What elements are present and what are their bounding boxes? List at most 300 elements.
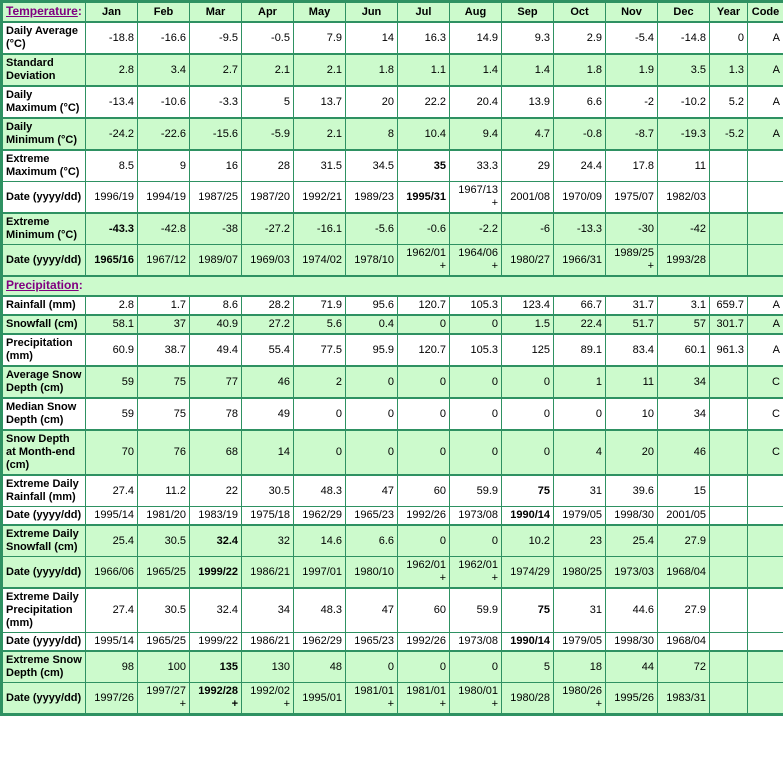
data-cell-may: 5.6 [294, 315, 346, 334]
column-header-sep: Sep [502, 2, 554, 23]
data-cell-jul: 1992/26 [398, 507, 450, 526]
data-cell-aug: 59.9 [450, 475, 502, 507]
data-cell-may: 1962/29 [294, 633, 346, 652]
data-cell-nov: 17.8 [606, 150, 658, 182]
data-cell-jan: 2.8 [86, 54, 138, 86]
precipitation-section-row [2, 276, 783, 296]
data-cell-aug: 105.3 [450, 334, 502, 366]
data-cell-mar: 22 [190, 475, 242, 507]
data-cell-year [710, 430, 748, 475]
data-cell-jan: 1997/26 [86, 683, 138, 715]
data-cell-may: 1992/21 [294, 182, 346, 214]
data-cell-year [710, 366, 748, 398]
data-cell-nov: 1995/26 [606, 683, 658, 715]
data-cell-apr: 55.4 [242, 334, 294, 366]
row-label: Date (yyyy/dd) [2, 507, 86, 526]
row-label: Extreme Daily Precipitation (mm) [2, 588, 86, 633]
data-cell-oct: -13.3 [554, 213, 606, 245]
data-cell-mar: 32.4 [190, 525, 242, 557]
table-row-date-yyyy-dd-13 [2, 683, 783, 715]
data-cell-jul: 0 [398, 398, 450, 430]
data-cell-dec: 27.9 [658, 525, 710, 557]
data-cell-may: 48.3 [294, 588, 346, 633]
data-cell-dec: 27.9 [658, 588, 710, 633]
table-header [2, 2, 783, 23]
data-cell-may: 2.1 [294, 118, 346, 150]
table-row-daily-maximum-c [2, 86, 783, 118]
row-label: Extreme Snow Depth (cm) [2, 651, 86, 683]
data-cell-sep: 1.5 [502, 315, 554, 334]
column-header-feb: Feb [138, 2, 190, 23]
data-cell-code: A [748, 296, 783, 315]
data-cell-feb: 1.7 [138, 296, 190, 315]
row-label: Date (yyyy/dd) [2, 245, 86, 277]
data-cell-may: 48.3 [294, 475, 346, 507]
data-cell-feb: 37 [138, 315, 190, 334]
data-cell-sep: 9.3 [502, 22, 554, 54]
data-cell-may: 1997/01 [294, 557, 346, 589]
data-cell-feb: 1997/27+ [138, 683, 190, 715]
data-cell-feb: -22.6 [138, 118, 190, 150]
data-cell-jan: 8.5 [86, 150, 138, 182]
data-cell-dec: 34 [658, 366, 710, 398]
data-cell-jul: 1992/26 [398, 633, 450, 652]
data-cell-dec: 34 [658, 398, 710, 430]
data-cell-jun: -5.6 [346, 213, 398, 245]
row-label: Extreme Maximum (°C) [2, 150, 86, 182]
data-cell-jun: 8 [346, 118, 398, 150]
data-cell-mar: 16 [190, 150, 242, 182]
data-cell-oct: 6.6 [554, 86, 606, 118]
data-cell-jul: 60 [398, 475, 450, 507]
data-cell-jan: 27.4 [86, 588, 138, 633]
data-cell-feb: -10.6 [138, 86, 190, 118]
data-cell-may: 7.9 [294, 22, 346, 54]
data-cell-jul: 0 [398, 430, 450, 475]
row-label: Daily Minimum (°C) [2, 118, 86, 150]
data-cell-apr: -5.9 [242, 118, 294, 150]
data-cell-feb: 1965/25 [138, 633, 190, 652]
data-cell-code [748, 651, 783, 683]
data-cell-nov: -5.4 [606, 22, 658, 54]
data-cell-code [748, 588, 783, 633]
data-cell-aug: 1967/13+ [450, 182, 502, 214]
data-cell-sep: 1980/28 [502, 683, 554, 715]
data-cell-apr: 1992/02+ [242, 683, 294, 715]
data-cell-year [710, 150, 748, 182]
data-cell-year [710, 633, 748, 652]
column-header-aug: Aug [450, 2, 502, 23]
data-cell-oct: 1980/25 [554, 557, 606, 589]
data-cell-mar: 2.7 [190, 54, 242, 86]
table-row-rainfall-mm [2, 296, 783, 315]
column-header-code: Code [748, 2, 783, 23]
data-cell-nov: 1975/07 [606, 182, 658, 214]
data-cell-mar: -38 [190, 213, 242, 245]
data-cell-code: A [748, 118, 783, 150]
data-cell-dec: 11 [658, 150, 710, 182]
data-cell-jul: 0 [398, 315, 450, 334]
table-row-precipitation-mm [2, 334, 783, 366]
data-cell-jan: -13.4 [86, 86, 138, 118]
data-cell-aug: 0 [450, 651, 502, 683]
data-cell-year: 961.3 [710, 334, 748, 366]
data-cell-dec: 57 [658, 315, 710, 334]
data-cell-jan: 98 [86, 651, 138, 683]
data-cell-may: 1995/01 [294, 683, 346, 715]
data-cell-nov: 1973/03 [606, 557, 658, 589]
data-cell-oct: 89.1 [554, 334, 606, 366]
data-cell-sep: 0 [502, 430, 554, 475]
data-cell-jul: 120.7 [398, 296, 450, 315]
data-cell-oct: 18 [554, 651, 606, 683]
data-cell-dec: -10.2 [658, 86, 710, 118]
table-row-extreme-minimum-c [2, 213, 783, 245]
data-cell-jun: 1.8 [346, 54, 398, 86]
table-row-extreme-snow-depth-cm [2, 651, 783, 683]
data-cell-aug: 1.4 [450, 54, 502, 86]
data-cell-year [710, 588, 748, 633]
data-cell-jul: 0 [398, 651, 450, 683]
data-cell-mar: 1992/28+ [190, 683, 242, 715]
data-cell-feb: 75 [138, 366, 190, 398]
data-cell-year [710, 651, 748, 683]
data-cell-jun: 0 [346, 398, 398, 430]
data-cell-code: A [748, 86, 783, 118]
data-cell-sep: 1.4 [502, 54, 554, 86]
data-cell-oct: 0 [554, 398, 606, 430]
table-row-snowfall-cm [2, 315, 783, 334]
data-cell-aug: 59.9 [450, 588, 502, 633]
table-row-median-snow-depth-cm [2, 398, 783, 430]
data-cell-apr: 27.2 [242, 315, 294, 334]
data-cell-jul: 16.3 [398, 22, 450, 54]
data-cell-jun: 1978/10 [346, 245, 398, 277]
data-cell-may: 1974/02 [294, 245, 346, 277]
data-cell-apr: 28 [242, 150, 294, 182]
data-cell-jun: 47 [346, 475, 398, 507]
column-header-may: May [294, 2, 346, 23]
table-row-date-yyyy-dd-7 [2, 245, 783, 277]
data-cell-dec: 2001/05 [658, 507, 710, 526]
row-label: Date (yyyy/dd) [2, 557, 86, 589]
data-cell-sep: 2001/08 [502, 182, 554, 214]
data-cell-aug: 1962/01+ [450, 557, 502, 589]
table-row-average-snow-depth-cm [2, 366, 783, 398]
data-cell-code [748, 525, 783, 557]
data-cell-jun: 0 [346, 651, 398, 683]
data-cell-dec: 3.1 [658, 296, 710, 315]
row-label: Extreme Minimum (°C) [2, 213, 86, 245]
data-cell-may: 71.9 [294, 296, 346, 315]
row-label: Date (yyyy/dd) [2, 182, 86, 214]
column-header-jul: Jul [398, 2, 450, 23]
data-cell-may: 31.5 [294, 150, 346, 182]
data-cell-nov: 44.6 [606, 588, 658, 633]
data-cell-dec: 46 [658, 430, 710, 475]
row-label: Precipitation (mm) [2, 334, 86, 366]
data-cell-may: 1962/29 [294, 507, 346, 526]
data-cell-apr: 30.5 [242, 475, 294, 507]
data-cell-nov: 44 [606, 651, 658, 683]
data-cell-nov: 1989/25+ [606, 245, 658, 277]
data-cell-dec: 1993/28 [658, 245, 710, 277]
data-cell-jan: -18.8 [86, 22, 138, 54]
data-cell-aug: 0 [450, 398, 502, 430]
table-row-date-yyyy-dd-5 [2, 182, 783, 214]
data-cell-jul: 10.4 [398, 118, 450, 150]
row-label: Median Snow Depth (cm) [2, 398, 86, 430]
data-cell-feb: 75 [138, 398, 190, 430]
data-cell-may: 77.5 [294, 334, 346, 366]
data-cell-jun: 1981/01+ [346, 683, 398, 715]
data-cell-may: 48 [294, 651, 346, 683]
data-cell-year [710, 182, 748, 214]
data-cell-dec: -19.3 [658, 118, 710, 150]
data-cell-feb: 30.5 [138, 525, 190, 557]
data-cell-aug: 1964/06+ [450, 245, 502, 277]
data-cell-jun: 14 [346, 22, 398, 54]
data-cell-year [710, 213, 748, 245]
row-label: Daily Average (°C) [2, 22, 86, 54]
data-cell-sep: 1980/27 [502, 245, 554, 277]
data-cell-jul: 1995/31 [398, 182, 450, 214]
data-cell-feb: 38.7 [138, 334, 190, 366]
data-cell-apr: 34 [242, 588, 294, 633]
data-cell-jan: 1996/19 [86, 182, 138, 214]
table-row-standard-deviation [2, 54, 783, 86]
data-cell-code: A [748, 54, 783, 86]
data-cell-jan: 58.1 [86, 315, 138, 334]
table-body [2, 22, 783, 715]
data-cell-sep: 1990/14 [502, 507, 554, 526]
table-row-extreme-maximum-c [2, 150, 783, 182]
data-cell-oct: 1979/05 [554, 633, 606, 652]
data-cell-jan: -43.3 [86, 213, 138, 245]
data-cell-apr: 1975/18 [242, 507, 294, 526]
data-cell-jan: 1995/14 [86, 633, 138, 652]
data-cell-apr: 1986/21 [242, 557, 294, 589]
row-label: Rainfall (mm) [2, 296, 86, 315]
precipitation-section-link[interactable]: Precipitation [6, 278, 79, 292]
data-cell-jul: 1.1 [398, 54, 450, 86]
data-cell-jun: 1989/23 [346, 182, 398, 214]
data-cell-nov: 11 [606, 366, 658, 398]
data-cell-mar: 1989/07 [190, 245, 242, 277]
data-cell-apr: 1969/03 [242, 245, 294, 277]
data-cell-feb: 1967/12 [138, 245, 190, 277]
row-label: Average Snow Depth (cm) [2, 366, 86, 398]
data-cell-jan: 1965/16 [86, 245, 138, 277]
data-cell-nov: -8.7 [606, 118, 658, 150]
data-cell-aug: 1973/08 [450, 633, 502, 652]
data-cell-jan: -24.2 [86, 118, 138, 150]
data-cell-jan: 27.4 [86, 475, 138, 507]
data-cell-jul: 0 [398, 366, 450, 398]
row-label: Snow Depth at Month-end (cm) [2, 430, 86, 475]
data-cell-sep: 4.7 [502, 118, 554, 150]
header-row [2, 2, 783, 23]
data-cell-year: 0 [710, 22, 748, 54]
row-label: Standard Deviation [2, 54, 86, 86]
row-label: Date (yyyy/dd) [2, 633, 86, 652]
data-cell-feb: -42.8 [138, 213, 190, 245]
data-cell-jun: 0 [346, 430, 398, 475]
column-header-apr: Apr [242, 2, 294, 23]
data-cell-jul: 0 [398, 525, 450, 557]
data-cell-nov: -2 [606, 86, 658, 118]
section-colon: : [77, 4, 82, 18]
data-cell-sep: 0 [502, 398, 554, 430]
data-cell-code [748, 507, 783, 526]
data-cell-apr: -0.5 [242, 22, 294, 54]
data-cell-may: -16.1 [294, 213, 346, 245]
data-cell-dec: -14.8 [658, 22, 710, 54]
data-cell-feb: 1994/19 [138, 182, 190, 214]
data-cell-dec: 1968/04 [658, 557, 710, 589]
data-cell-code [748, 475, 783, 507]
data-cell-year: -5.2 [710, 118, 748, 150]
precipitation-section-header-cell [2, 276, 783, 296]
data-cell-apr: 49 [242, 398, 294, 430]
data-cell-mar: 135 [190, 651, 242, 683]
data-cell-jan: 59 [86, 366, 138, 398]
temperature-section-link[interactable]: Temperature [6, 4, 78, 18]
data-cell-mar: 77 [190, 366, 242, 398]
data-cell-code [748, 213, 783, 245]
data-cell-year: 659.7 [710, 296, 748, 315]
data-cell-jan: 1995/14 [86, 507, 138, 526]
column-header-jan: Jan [86, 2, 138, 23]
data-cell-year: 1.3 [710, 54, 748, 86]
data-cell-sep: -6 [502, 213, 554, 245]
data-cell-dec: 72 [658, 651, 710, 683]
data-cell-oct: 66.7 [554, 296, 606, 315]
data-cell-aug: 1973/08 [450, 507, 502, 526]
data-cell-oct: -0.8 [554, 118, 606, 150]
data-cell-year [710, 245, 748, 277]
data-cell-oct: 22.4 [554, 315, 606, 334]
data-cell-aug: 0 [450, 430, 502, 475]
data-cell-code [748, 182, 783, 214]
data-cell-apr: 28.2 [242, 296, 294, 315]
data-cell-feb: 9 [138, 150, 190, 182]
data-cell-sep: 1990/14 [502, 633, 554, 652]
data-cell-year: 301.7 [710, 315, 748, 334]
data-cell-code: C [748, 398, 783, 430]
data-cell-oct: 1 [554, 366, 606, 398]
data-cell-jun: 34.5 [346, 150, 398, 182]
data-cell-sep: 13.9 [502, 86, 554, 118]
data-cell-mar: 32.4 [190, 588, 242, 633]
data-cell-sep: 5 [502, 651, 554, 683]
data-cell-apr: 5 [242, 86, 294, 118]
column-header-mar: Mar [190, 2, 242, 23]
data-cell-nov: 20 [606, 430, 658, 475]
data-cell-jul: -0.6 [398, 213, 450, 245]
column-header-jun: Jun [346, 2, 398, 23]
row-label: Snowfall (cm) [2, 315, 86, 334]
data-cell-jul: 60 [398, 588, 450, 633]
data-cell-dec: 60.1 [658, 334, 710, 366]
data-cell-dec: 1983/31 [658, 683, 710, 715]
data-cell-may: 2.1 [294, 54, 346, 86]
data-cell-feb: 11.2 [138, 475, 190, 507]
row-label: Extreme Daily Rainfall (mm) [2, 475, 86, 507]
data-cell-code [748, 683, 783, 715]
data-cell-jul: 35 [398, 150, 450, 182]
data-cell-oct: 1.8 [554, 54, 606, 86]
data-cell-mar: -15.6 [190, 118, 242, 150]
data-cell-aug: 0 [450, 525, 502, 557]
section-colon: : [78, 278, 83, 292]
column-header-dec: Dec [658, 2, 710, 23]
data-cell-year [710, 507, 748, 526]
data-cell-aug: 20.4 [450, 86, 502, 118]
data-cell-jan: 60.9 [86, 334, 138, 366]
data-cell-may: 2 [294, 366, 346, 398]
data-cell-code: C [748, 430, 783, 475]
data-cell-code [748, 150, 783, 182]
data-cell-nov: 1998/30 [606, 507, 658, 526]
data-cell-mar: 78 [190, 398, 242, 430]
data-cell-jun: 0 [346, 366, 398, 398]
data-cell-feb: 1965/25 [138, 557, 190, 589]
data-cell-jun: 47 [346, 588, 398, 633]
data-cell-dec: 1968/04 [658, 633, 710, 652]
data-cell-jan: 25.4 [86, 525, 138, 557]
data-cell-jan: 59 [86, 398, 138, 430]
data-cell-aug: 9.4 [450, 118, 502, 150]
column-header-oct: Oct [554, 2, 606, 23]
data-cell-jun: 6.6 [346, 525, 398, 557]
data-cell-dec: -42 [658, 213, 710, 245]
table-row-daily-minimum-c [2, 118, 783, 150]
data-cell-oct: 31 [554, 588, 606, 633]
data-cell-code: C [748, 366, 783, 398]
data-cell-apr: 130 [242, 651, 294, 683]
data-cell-mar: 1999/22 [190, 557, 242, 589]
data-cell-jul: 22.2 [398, 86, 450, 118]
table-row-extreme-daily-precipitation-mm [2, 588, 783, 633]
data-cell-year [710, 557, 748, 589]
data-cell-apr: 2.1 [242, 54, 294, 86]
data-cell-nov: 31.7 [606, 296, 658, 315]
data-cell-jul: 1981/01+ [398, 683, 450, 715]
row-label: Date (yyyy/dd) [2, 683, 86, 715]
data-cell-mar: 8.6 [190, 296, 242, 315]
data-cell-dec: 1982/03 [658, 182, 710, 214]
data-cell-aug: 105.3 [450, 296, 502, 315]
data-cell-feb: 100 [138, 651, 190, 683]
data-cell-apr: 14 [242, 430, 294, 475]
data-cell-oct: 1970/09 [554, 182, 606, 214]
data-cell-feb: 30.5 [138, 588, 190, 633]
data-cell-code [748, 557, 783, 589]
data-cell-nov: 10 [606, 398, 658, 430]
data-cell-code: A [748, 315, 783, 334]
data-cell-mar: 49.4 [190, 334, 242, 366]
table-row-extreme-daily-snowfall-cm [2, 525, 783, 557]
temperature-section-header-cell [2, 2, 86, 23]
data-cell-code: A [748, 334, 783, 366]
data-cell-may: 14.6 [294, 525, 346, 557]
data-cell-year: 5.2 [710, 86, 748, 118]
data-cell-nov: 51.7 [606, 315, 658, 334]
data-cell-oct: 31 [554, 475, 606, 507]
data-cell-nov: 1.9 [606, 54, 658, 86]
data-cell-may: 13.7 [294, 86, 346, 118]
